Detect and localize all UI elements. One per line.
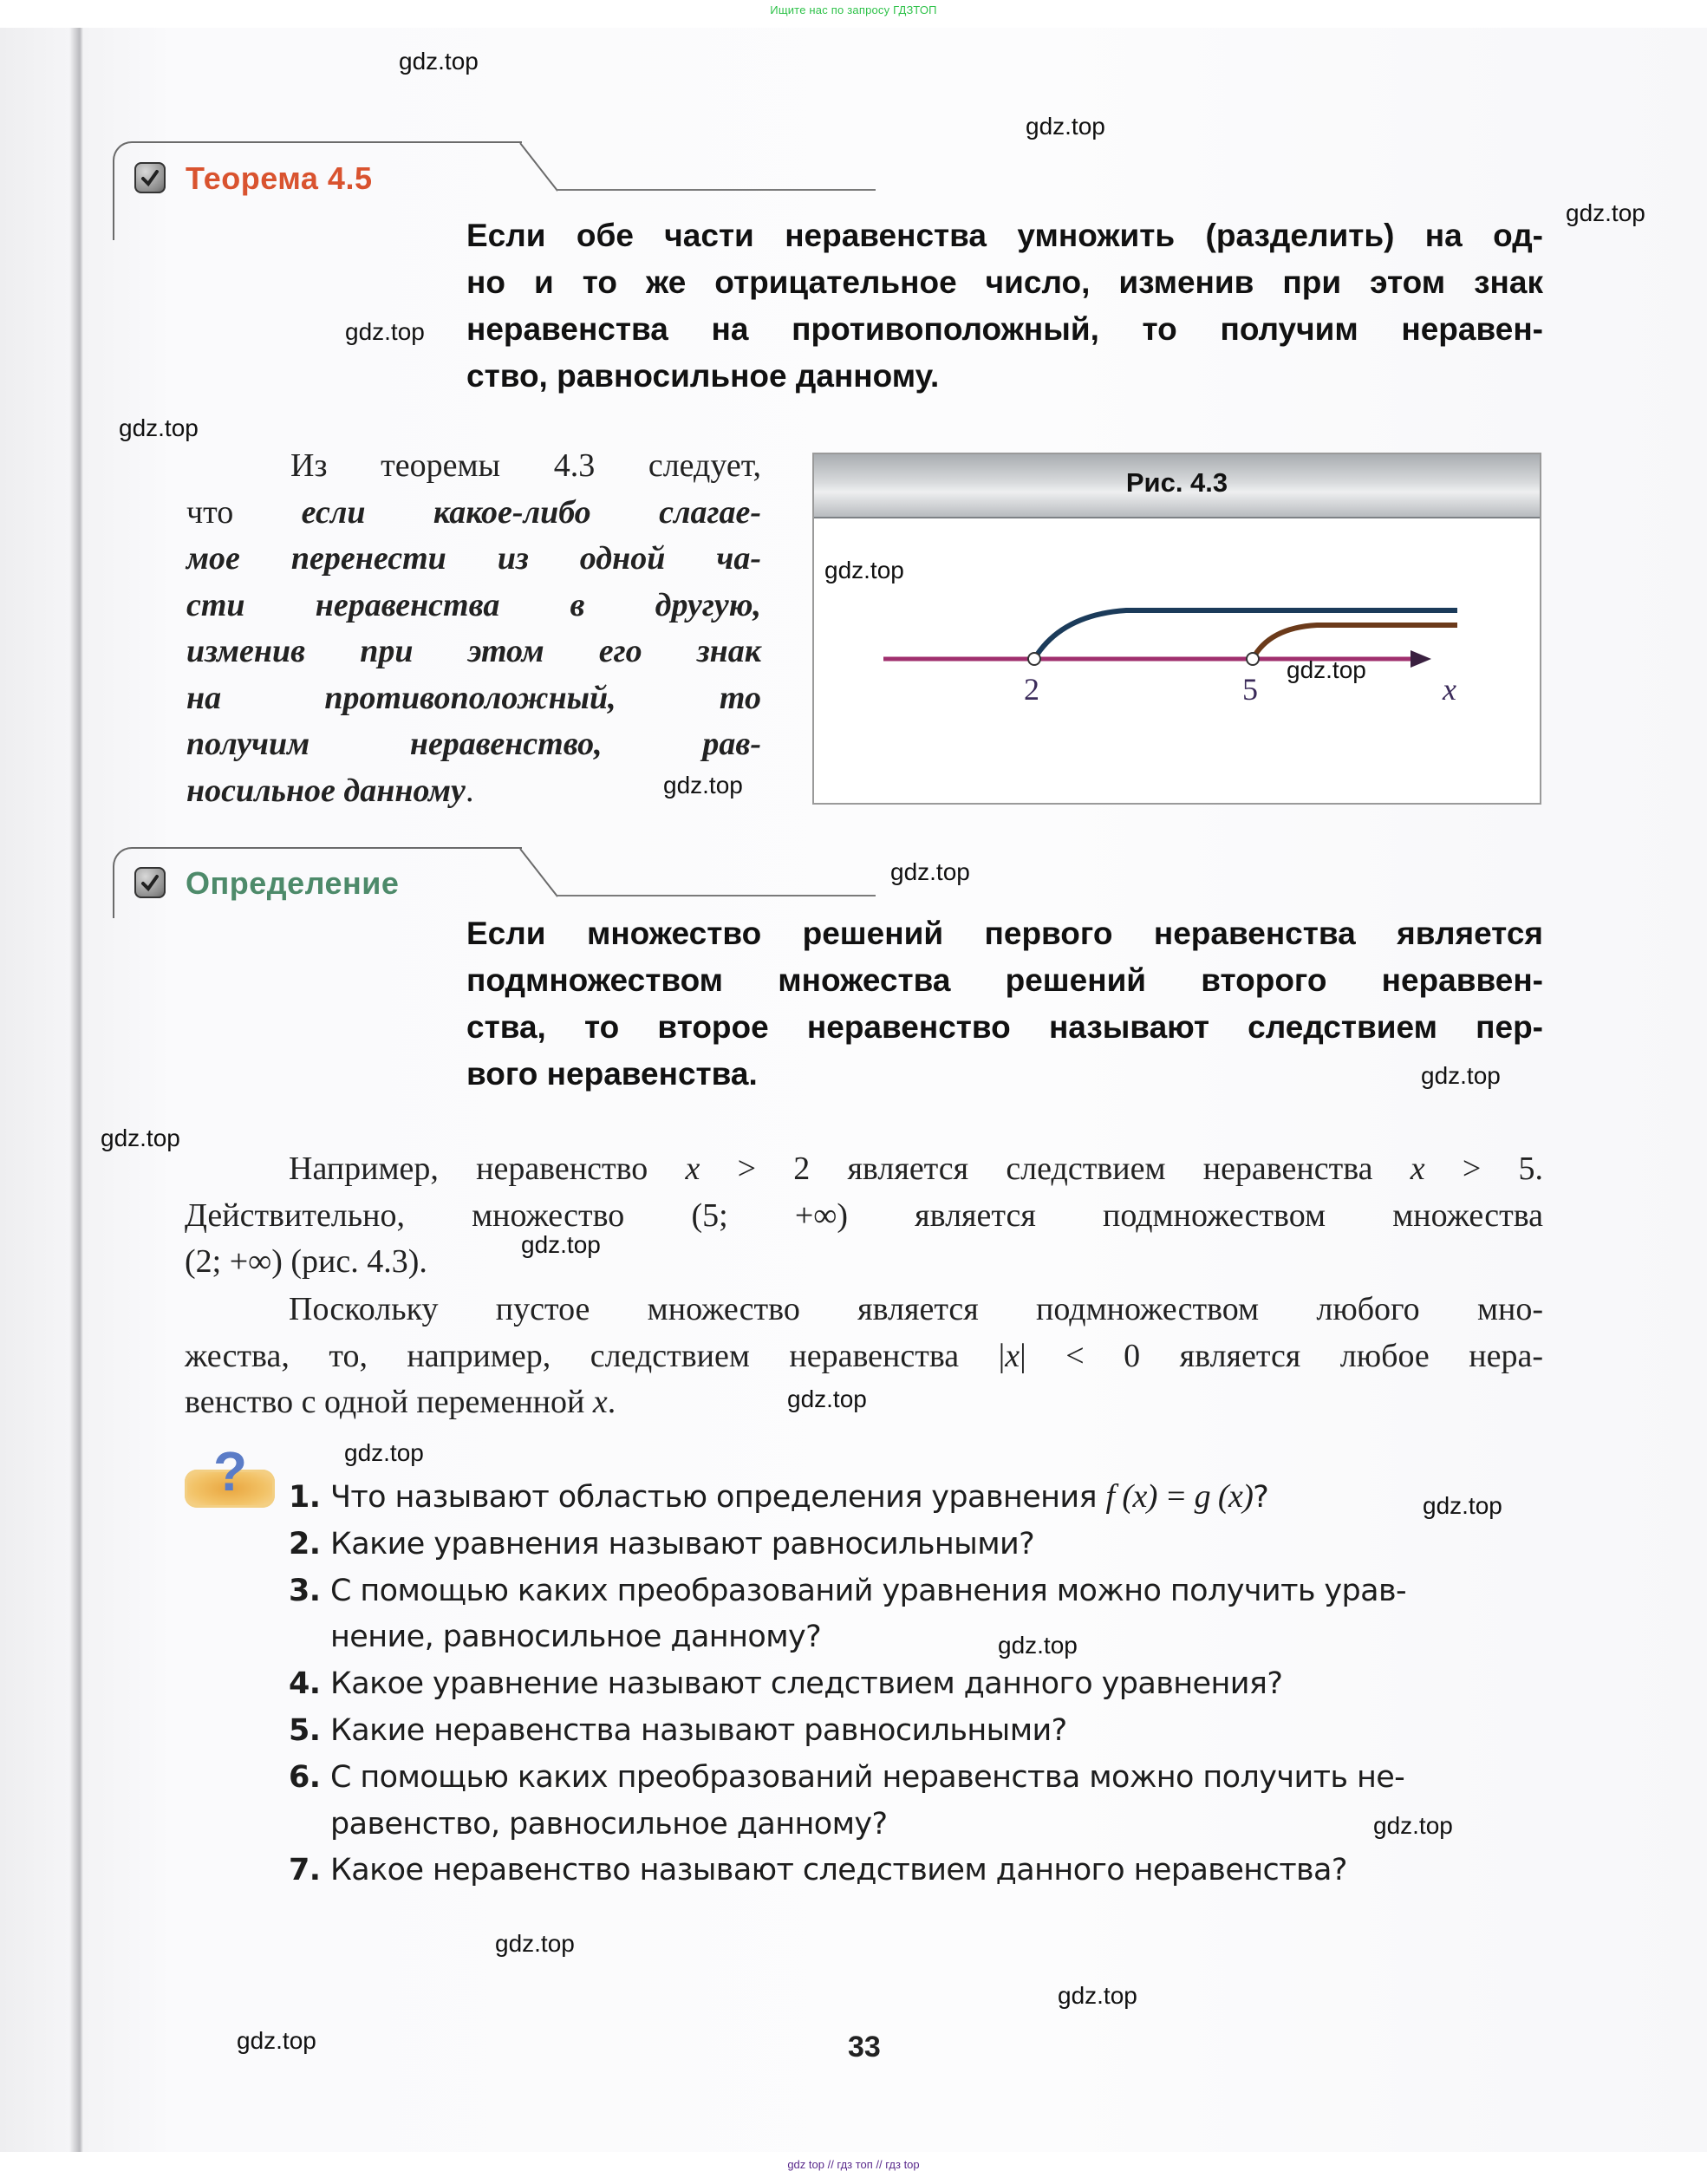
watermark: gdz.top <box>998 1632 1078 1659</box>
question-text: Что называют областью определения уравнения <box>330 1480 1106 1515</box>
question-number: 1. <box>289 1480 321 1515</box>
emphasis-text: носильное данному <box>186 772 466 809</box>
question-number: 4. <box>289 1666 321 1702</box>
question-item <box>289 1522 1546 1568</box>
emphasis-line: получим неравенство, рав- <box>186 726 761 762</box>
question-text: С помощью каких преобразований неравенства можно получить не- <box>330 1759 1405 1795</box>
question-text: нение, равносильное данному? <box>330 1620 822 1655</box>
definition-frame-line <box>557 895 876 896</box>
question-number: 7. <box>289 1853 321 1888</box>
watermark: gdz.top <box>1026 113 1105 140</box>
question-text: Какое неравенство называют следствием данного неравенства? <box>330 1853 1347 1888</box>
question-number: 5. <box>289 1712 321 1748</box>
watermark: gdz.top <box>890 858 970 885</box>
paragraph-line: (2; +∞) (рис. 4.3). <box>185 1243 427 1280</box>
question-text: Какое уравнение называют следствием данного уравнения? <box>330 1666 1283 1702</box>
review-questions <box>289 1474 1546 1894</box>
paragraph-line: Поскольку пустое множество является подмножеством любого мно- <box>289 1291 1543 1327</box>
watermark: gdz.top <box>663 772 743 799</box>
watermark: gdz.top <box>1373 1812 1453 1839</box>
top-banner: Ищите нас по запросу ГДЗТОП <box>770 3 937 16</box>
paragraph-text: > 2 является следствием неравенства <box>700 1151 1411 1187</box>
math-var: x <box>1005 1337 1020 1374</box>
theorem-line: неравенства на противоположный, то получим неравен- <box>466 311 1543 347</box>
watermark: gdz.top <box>787 1385 867 1412</box>
emphasis-line: на противоположный, то <box>186 679 761 716</box>
question-item <box>289 1848 1546 1894</box>
paragraph-text: что <box>186 493 302 531</box>
paragraph-text: Например, неравенство <box>289 1151 686 1187</box>
point-label-2: 2 <box>1024 672 1039 707</box>
definition-line: ства, то второе неравенство называют следствием пер- <box>466 1009 1543 1045</box>
page-number: 33 <box>848 2031 881 2063</box>
math-expression: f (x) = g (x) <box>1105 1478 1254 1515</box>
watermark: gdz.top <box>824 557 904 583</box>
paragraph-text: жества, то, например, следствием неравенства | <box>185 1337 1006 1374</box>
question-mark-icon: ? <box>213 1440 248 1503</box>
question-text: Какие неравенства называют равносильными? <box>330 1712 1067 1748</box>
paragraph-line: Действительно, множество (5; +∞) является подмножеством множества <box>185 1196 1543 1234</box>
paragraph-text: . <box>607 1384 616 1420</box>
corollary-paragraph <box>186 443 761 814</box>
watermark: gdz.top <box>237 2027 316 2054</box>
question-item <box>289 1661 1546 1708</box>
question-item <box>289 1708 1546 1755</box>
example-paragraph <box>185 1146 1543 1286</box>
question-text: ? <box>1253 1480 1269 1515</box>
emphasis-line: мое перенести из одной ча- <box>186 540 761 577</box>
question-item <box>289 1568 1546 1662</box>
definition-title: Определение <box>186 865 400 901</box>
question-text: С помощью каких преобразований уравнения можно получить урав- <box>330 1573 1407 1608</box>
question-number: 3. <box>289 1573 321 1608</box>
checkmark-icon <box>134 867 166 898</box>
watermark: gdz.top <box>345 318 425 345</box>
question-number: 6. <box>289 1759 321 1795</box>
watermark: gdz.top <box>1421 1062 1501 1089</box>
watermark: gdz.top <box>399 48 479 75</box>
checkmark-icon <box>134 162 166 193</box>
footer: gdz top // гдз топ // гдз top <box>787 2158 920 2171</box>
watermark: gdz.top <box>119 414 199 441</box>
emphasis-text: если какое-либо слагае- <box>301 493 761 531</box>
watermark: gdz.top <box>1287 656 1366 683</box>
math-var: x <box>685 1151 700 1187</box>
axis-label-x: x <box>1443 672 1456 707</box>
theorem-line: Если обе части неравенства умножить (разделить) на од- <box>466 218 1543 253</box>
watermark: gdz.top <box>1058 1982 1137 2009</box>
paragraph-text: | < 0 является любое нера- <box>1020 1337 1544 1374</box>
question-number: 2. <box>289 1526 321 1561</box>
watermark: gdz.top <box>1566 199 1645 226</box>
theorem-line: ство, равносильное данному. <box>466 358 940 394</box>
question-item <box>289 1474 1546 1522</box>
watermark: gdz.top <box>1423 1492 1502 1519</box>
point-label-5: 5 <box>1242 672 1258 707</box>
theorem-text <box>466 212 1543 400</box>
watermark: gdz.top <box>101 1125 180 1151</box>
question-item <box>289 1755 1546 1848</box>
paragraph-text: венство с одной переменной <box>185 1384 593 1420</box>
definition-text <box>466 910 1543 1098</box>
figure-4-3 <box>812 453 1541 805</box>
emphasis-line: изменив при этом его знак <box>186 633 761 669</box>
number-line-diagram <box>814 454 1540 803</box>
watermark: gdz.top <box>495 1930 575 1957</box>
theorem-title: Теорема 4.5 <box>186 160 373 196</box>
paragraph-text: . <box>465 772 474 809</box>
math-var: x <box>592 1384 608 1420</box>
theorem-frame-line <box>557 189 876 191</box>
figure-caption: Рис. 4.3 <box>814 454 1540 518</box>
watermark: gdz.top <box>344 1439 424 1466</box>
paragraph-text: > 5. <box>1424 1151 1543 1187</box>
definition-line: Если множество решений первого неравенства является <box>466 916 1543 951</box>
paragraph-line: Из теоремы 4.3 следует, <box>290 447 761 484</box>
question-text: Какие уравнения называют равносильными? <box>330 1526 1035 1561</box>
definition-line: вого неравенства. <box>466 1056 758 1092</box>
watermark: gdz.top <box>521 1231 601 1258</box>
theorem-line: но и то же отрицательное число, изменив при этом знак <box>466 264 1543 300</box>
definition-line: подмножеством множества решений второго нераввен- <box>466 962 1543 998</box>
emphasis-line: сти неравенства в другую, <box>186 586 761 623</box>
question-text: равенство, равносильное данному? <box>330 1806 888 1842</box>
math-var: x <box>1410 1151 1425 1187</box>
